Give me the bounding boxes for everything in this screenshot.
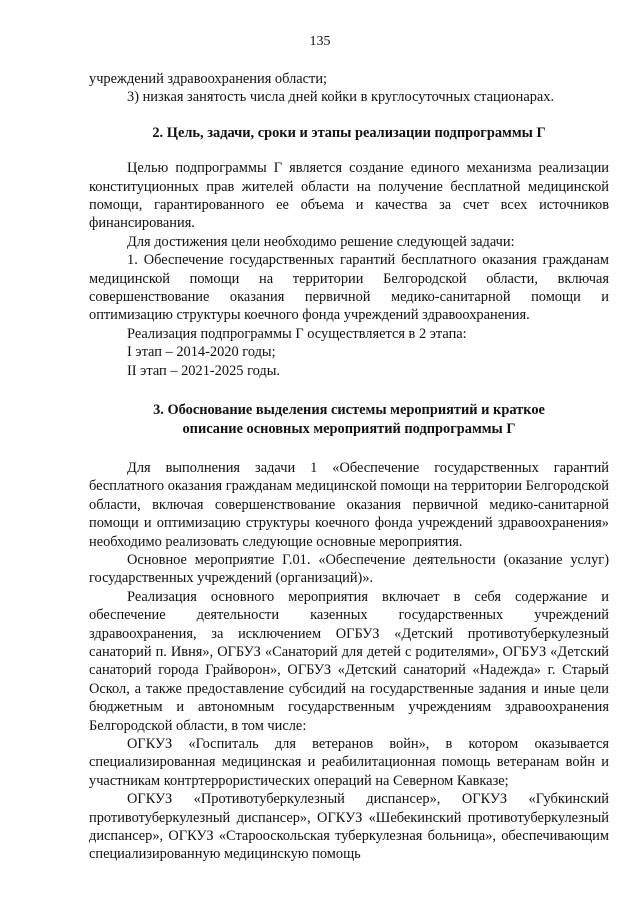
- list-item: 3) низкая занятость числа дней койки в круглосуточных стационарах.: [127, 89, 555, 106]
- document-body: [89, 70, 609, 864]
- paragraph: 1. Обеспечение государственных гарантий бесплатного оказания гражданам медицинской помощи на территории Белгородской области, включая совершенствование оказания первичной медико-санитарной помощи и оптимизацию структуры коечного фонда учреждений здравоохранения.: [89, 252, 609, 324]
- paragraph: Реализация подпрограммы Г осуществляется в 2 этапа:: [127, 325, 467, 342]
- paragraph-line: учреждений здравоохранения области;: [89, 71, 328, 87]
- paragraph: ОГКУЗ «Госпиталь для ветеранов войн», в котором оказывается специализированная медицинская и реабилитационная помощь ветеранам войн и участникам контртеррористических операций на Северном Кавказе;: [89, 736, 609, 789]
- paragraph: Для выполнения задачи 1 «Обеспечение государственных гарантий бесплатного оказания гражданам медицинской помощи на территории Белгородской области, включая совершенствование оказания первичной медико-санитарной помощи и оптимизацию структуры коечного фонда учреждений здравоохранения» необходимо реализовать следующие основные мероприятия.: [89, 459, 609, 550]
- paragraph: ОГКУЗ «Противотуберкулезный диспансер», ОГКУЗ «Губкинский противотуберкулезный диспансер», ОГКУЗ «Шебекинский противотуберкулезный диспансер», ОГКУЗ «Старооскольская туберкулезная больница», обеспечивающим специализированную медицинскую помощь: [89, 791, 609, 863]
- paragraph: Основное мероприятие Г.01. «Обеспечение деятельности (оказание услуг) государственных учреждений (организаций)».: [89, 551, 609, 587]
- paragraph: Реализация основного мероприятия включает в себя содержание и обеспечение деятельности казенных государственных учреждений здравоохранения, за исключением ОГБУЗ «Детский противотуберкулезный санаторий п. Ивня», ОГБУЗ «Санаторий для детей с родителями», ОГБУЗ «Детский санаторий города Грайворон», ОГБУЗ «Детский санаторий «Надежда» г. Старый Оскол, а также предоставление субсидий на государственные задания и иные цели бюджетным и автономным государственным учреждениям здравоохранения Белгородской области, в том числе:: [89, 588, 609, 734]
- page-number: 135: [309, 34, 331, 49]
- stage-item: I этап – 2014-2020 годы;: [127, 344, 276, 361]
- paragraph: Для достижения цели необходимо решение следующей задачи:: [127, 233, 515, 250]
- stage-item: II этап – 2021-2025 годы.: [127, 362, 280, 379]
- section-heading: 2. Цель, задачи, сроки и этапы реализации подпрограммы Г: [152, 124, 546, 141]
- section-heading: 3. Обоснование выделения системы мероприятий и краткое: [153, 402, 545, 419]
- section-heading-continued: описание основных мероприятий подпрограммы Г: [182, 420, 516, 437]
- paragraph: Целью подпрограммы Г является создание единого механизма реализации конституционных прав жителей области на получение бесплатной медицинской помощи, гарантированного ее объема и качества за счет всех источников финансирования.: [89, 160, 609, 232]
